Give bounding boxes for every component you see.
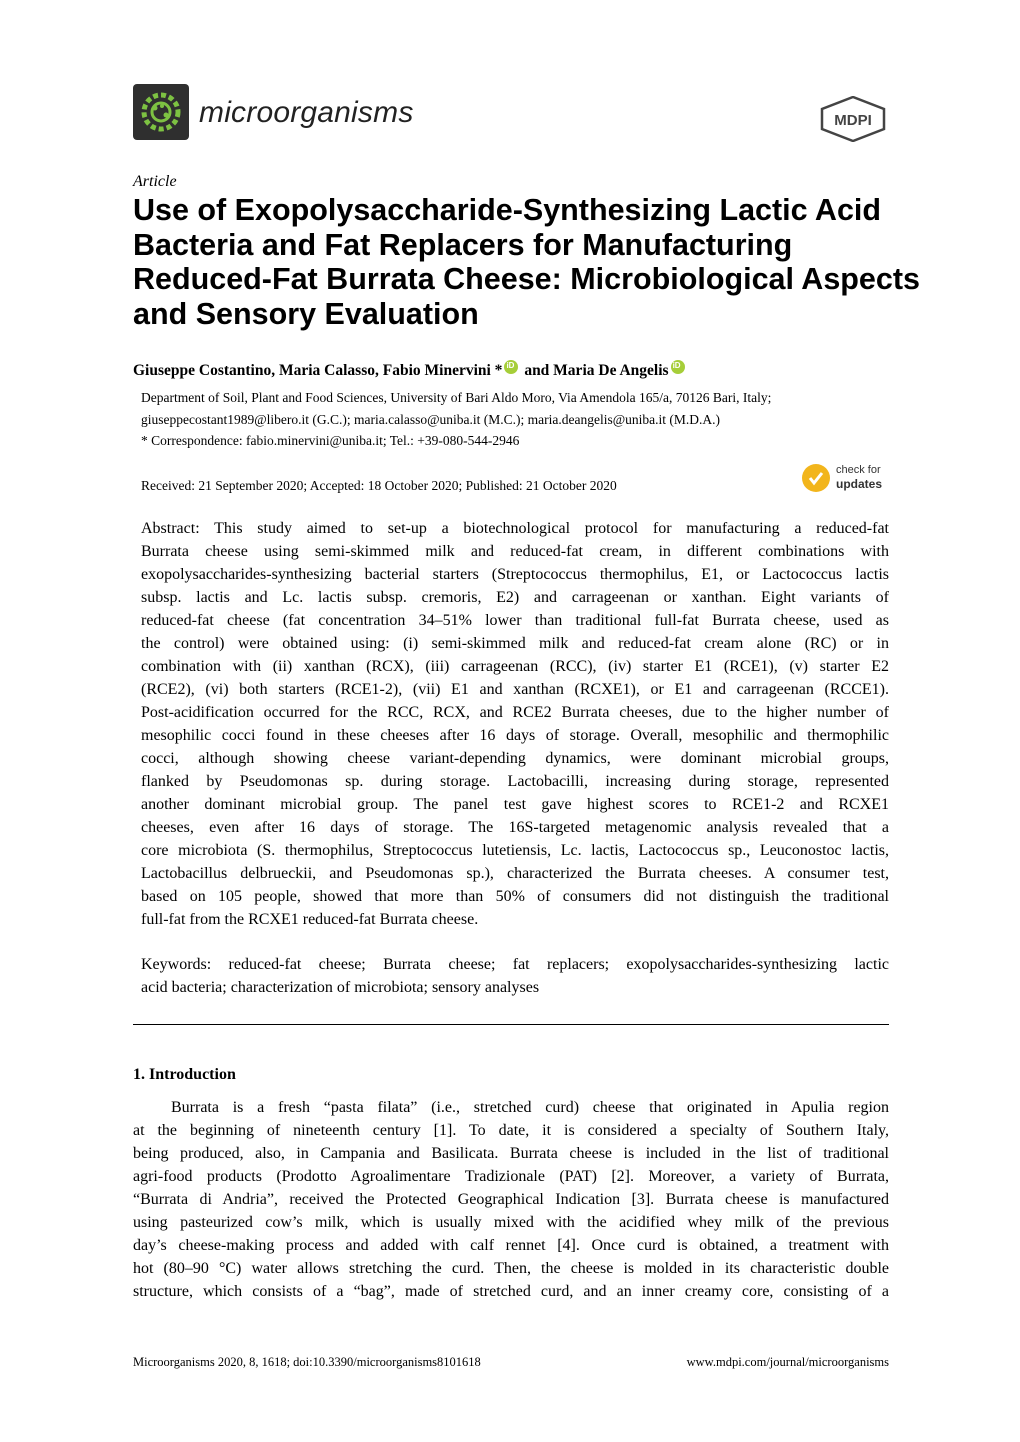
orcid-icon[interactable] <box>504 360 518 374</box>
journal-url-link[interactable]: www.mdpi.com/journal/microorganisms <box>686 1355 889 1369</box>
citation-footer: Microorganisms 2020, 8, 1618; doi:10.3390/microorganisms8101618 <box>133 1355 481 1369</box>
abstract-line: flanked by Pseudomonas sp. during storage. Lactobacilli, increasing during storage, represented <box>141 773 889 790</box>
abstract-line: based on 105 people, showed that more than 50% of consumers did not distinguish the traditional <box>141 888 889 905</box>
journal-name: microorganisms <box>199 96 414 129</box>
abstract-line: exopolysaccharides-synthesizing bacterial starters (Streptococcus thermophilus, E1, or Lactococcus lactis <box>141 566 889 583</box>
intro-line: hot (80–90 °C) water allows stretching the curd. Then, the cheese is molded in its characteristic double <box>133 1260 889 1277</box>
abstract-line: the control) were obtained using: (i) semi-skimmed milk and reduced-fat cream alone (RC) or in <box>141 635 889 652</box>
abstract-line: Lactobacillus delbrueckii, and Pseudomonas sp.), characterized the Burrata cheeses. A consumer test, <box>141 865 889 882</box>
author-list <box>133 360 687 380</box>
article-title <box>133 193 920 331</box>
abstract-line: Abstract: This study aimed to set-up a biotechnological protocol for manufacturing a reduced-fat <box>141 520 889 537</box>
intro-line: being produced, also, in Campania and Basilicata. Burrata cheese is included in the list of traditional <box>133 1145 889 1162</box>
intro-line: using pasteurized cow’s milk, which is usually mixed with the acidified whey milk of the previous <box>133 1214 889 1231</box>
intro-line: day’s cheese-making process and added with calf rennet [4]. Once curd is obtained, a treatment with <box>133 1237 889 1254</box>
authors-text: and Maria De Angelis <box>520 362 669 379</box>
abstract-line: full-fat from the RCXE1 reduced-fat Burrata cheese. <box>141 911 479 928</box>
authors-text: Giuseppe Costantino, Maria Calasso, Fabio Minervini * <box>133 362 503 379</box>
abstract-line: reduced-fat cheese (fat concentration 34–51% lower than traditional full-fat Burrata cheese, used as <box>141 612 889 629</box>
abstract-line: another dominant microbial group. The panel test gave highest scores to RCE1-2 and RCXE1 <box>141 796 889 813</box>
publisher-logo-icon <box>820 96 886 142</box>
section-heading: 1. Introduction <box>133 1066 236 1083</box>
abstract-line: cocci, although showing cheese variant-depending dynamics, were dominant microbial groups, <box>141 750 889 767</box>
intro-line: agri-food products (Prodotto Agroalimentare Tradizionale (PAT) [2]. Moreover, a variety of Burrata, <box>133 1168 889 1185</box>
journal-logo-icon <box>133 84 189 140</box>
publication-dates: Received: 21 September 2020; Accepted: 18 October 2020; Published: 21 October 2020 <box>141 478 617 493</box>
check-for-updates-button[interactable] <box>802 462 892 494</box>
abstract-line: subsp. lactis and Lc. lactis subsp. cremoris, E2) and carrageenan or xanthan. Eight variants of <box>141 589 889 606</box>
intro-line: Burrata is a fresh “pasta filata” (i.e., stretched curd) cheese that originated in Apulia region <box>171 1099 889 1116</box>
checkmark-icon <box>802 464 830 492</box>
abstract-line: cheeses, even after 16 days of storage. The 16S-targeted metagenomic analysis revealed that a <box>141 819 889 836</box>
check-updates-label: updates <box>836 477 883 491</box>
check-updates-label: check for <box>836 464 881 476</box>
abstract-line: mesophilic cocci found in these cheeses after 16 days of storage. Overall, mesophilic and thermophilic <box>141 727 889 744</box>
abstract-line: (RCE2), (vi) both starters (RCE1-2), (vii) E1 and xanthan (RCXE1), or E1 and carrageenan (RCCE1). <box>141 681 889 698</box>
title-line: Bacteria and Fat Replacers for Manufacturing <box>133 227 793 262</box>
keywords-line: Keywords: reduced-fat cheese; Burrata cheese; fat replacers; exopolysaccharides-synthesizing lactic <box>141 956 889 973</box>
title-line: Reduced-Fat Burrata Cheese: Microbiological Aspects <box>133 262 920 296</box>
section-divider <box>133 1024 889 1025</box>
affiliation: Department of Soil, Plant and Food Sciences, University of Bari Aldo Moro, Via Amendola 165/a, 70126 Bari, Italy; <box>141 390 772 405</box>
keywords-line: acid bacteria; characterization of microbiota; sensory analyses <box>141 979 540 996</box>
abstract-line: Burrata cheese using semi-skimmed milk and reduced-fat cream, in different combinations with <box>141 543 889 560</box>
intro-line: “Burrata di Andria”, received the Protected Geographical Indication [3]. Burrata cheese is manufactured <box>133 1191 889 1208</box>
correspondence: * Correspondence: fabio.minervini@uniba.it; Tel.: +39-080-544-2946 <box>141 433 520 448</box>
orcid-icon[interactable] <box>671 360 685 374</box>
author-emails: giuseppecostant1989@libero.it (G.C.); maria.calasso@uniba.it (M.C.); maria.deangelis@uniba.it (M.D.A.) <box>141 412 721 427</box>
abstract-line: combination with (ii) xanthan (RCX), (iii) carrageenan (RCC), (iv) starter E1 (RCE1), (v) starter E2 <box>141 658 889 675</box>
title-line: Use of Exopolysaccharide-Synthesizing Lactic Acid <box>133 193 882 227</box>
abstract-line: core microbiota (S. thermophilus, Streptococcus lutetiensis, Lc. lactis, Lactococcus sp., Leuconostoc lactis, <box>141 842 889 859</box>
title-line: and Sensory Evaluation <box>133 296 479 331</box>
article-type: Article <box>133 173 177 190</box>
intro-line: structure, which consists of a “bag”, made of stretched curd, and an inner creamy core, consisting of a <box>133 1283 889 1300</box>
publisher-name: MDPI <box>834 112 872 129</box>
abstract-line: Post-acidification occurred for the RCC, RCX, and RCE2 Burrata cheeses, due to the higher number of <box>141 704 889 721</box>
intro-line: at the beginning of nineteenth century [1]. To date, it is considered a specialty of Southern Italy, <box>133 1122 889 1139</box>
